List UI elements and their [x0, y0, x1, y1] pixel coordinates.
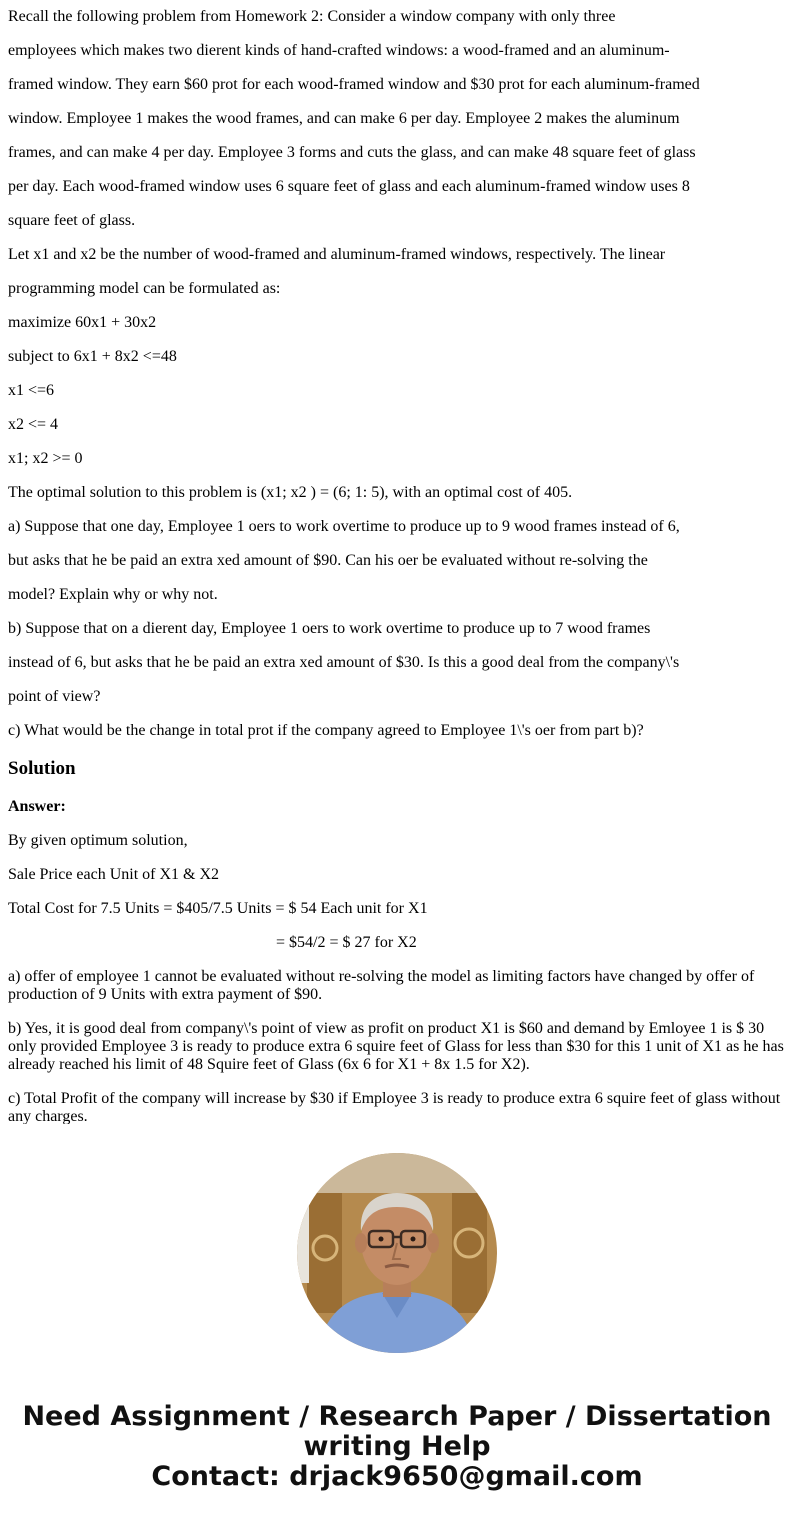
- question-line: Recall the following problem from Homework 2: Consider a window company with only three: [8, 8, 616, 25]
- question-line: per day. Each wood-framed window uses 6 square feet of glass and each aluminum-framed window uses 8: [8, 178, 690, 195]
- question-line: window. Employee 1 makes the wood frames, and can make 6 per day. Employee 2 makes the aluminum: [8, 110, 680, 127]
- question-line: b) Suppose that on a dierent day, Employee 1 oers to work overtime to produce up to 7 wood frames: [8, 620, 651, 637]
- question-line: Let x1 and x2 be the number of wood-framed and aluminum-framed windows, respectively. The linear: [8, 246, 666, 263]
- question-line: a) Suppose that one day, Employee 1 oers to work overtime to produce up to 9 wood frames instead of 6,: [8, 518, 680, 535]
- question-line: x1; x2 >= 0: [8, 450, 83, 467]
- question-line: maximize 60x1 + 30x2: [8, 314, 157, 331]
- question-line: subject to 6x1 + 8x2 <=48: [8, 348, 177, 365]
- total-cost-line: Total Cost for 7.5 Units = $405/7.5 Units = $ 54 Each unit for X1: [8, 900, 428, 917]
- footer-banner: [0, 1402, 794, 1492]
- footer-line-2: writing Help: [303, 1431, 491, 1462]
- answer-part-c: c) Total Profit of the company will increase by $30 if Employee 3 is ready to produce extra 6 squire feet of glass without any charges.: [8, 1090, 781, 1124]
- answer-part-b: b) Yes, it is good deal from company\'s point of view as profit on product X1 is $60 and demand by Emloyee 1 is $ 30 only provided Employee 3 is ready to produce extra 6 squire feet of Glass for less than $30 for this 1 unit of X1 as he has already reached his limit of 48 Squire feet of Glass (6x 6 for X1 + 8x 1.5 for X2).: [8, 1020, 784, 1073]
- footer-line-1: Need Assignment / Research Paper / Dissertation: [22, 1401, 772, 1432]
- question-line: programming model can be formulated as:: [8, 280, 281, 297]
- question-line: but asks that he be paid an extra xed amount of $90. Can his oer be evaluated without re-solving the: [8, 552, 648, 569]
- x2-cost-line: = $54/2 = $ 27 for X2: [276, 934, 417, 951]
- question-line: x2 <= 4: [8, 416, 59, 433]
- solution-section: [8, 752, 786, 1124]
- question-line: frames, and can make 4 per day. Employee 3 forms and cuts the glass, and can make 48 square feet of glass: [8, 144, 696, 161]
- question-line: framed window. They earn $60 prot for each wood-framed window and $30 prot for each aluminum-framed: [8, 76, 700, 93]
- author-avatar: [297, 1153, 497, 1353]
- answer-part-a: a) offer of employee 1 cannot be evaluated without re-solving the model as limiting factors have changed by offer of production of 9 Units with extra payment of $90.: [8, 968, 755, 1003]
- answer-label: Answer:: [8, 798, 66, 815]
- question-line: square feet of glass.: [8, 212, 136, 229]
- question-line: x1 <=6: [8, 382, 55, 399]
- sale-price-line: Sale Price each Unit of X1 & X2: [8, 866, 220, 883]
- solution-intro: By given optimum solution,: [8, 832, 188, 849]
- question-line: employees which makes two dierent kinds of hand-crafted windows: a wood-framed and an aluminum-: [8, 42, 670, 59]
- footer-contact: Contact: drjack9650@gmail.com: [151, 1461, 643, 1492]
- question-line: model? Explain why or why not.: [8, 586, 218, 603]
- question-line: point of view?: [8, 688, 101, 705]
- author-photo-illustration: [297, 1153, 497, 1353]
- question-line: c) What would be the change in total prot if the company agreed to Employee 1\'s oer from part b)?: [8, 722, 644, 739]
- solution-heading: Solution: [8, 758, 76, 779]
- question-line: instead of 6, but asks that he be paid an extra xed amount of $30. Is this a good deal from the company\'s: [8, 654, 680, 671]
- question-line: The optimal solution to this problem is (x1; x2 ) = (6; 1: 5), with an optimal cost of 405.: [8, 484, 573, 501]
- question-text: [8, 0, 786, 748]
